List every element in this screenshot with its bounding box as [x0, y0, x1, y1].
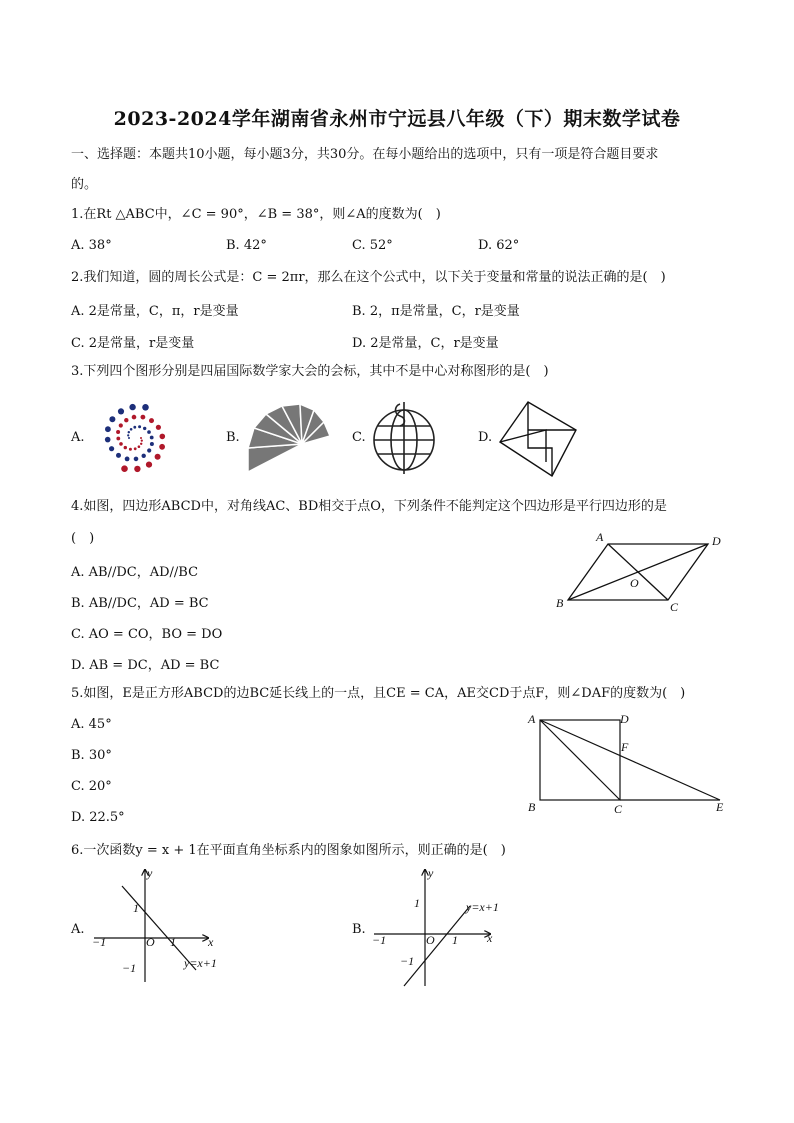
- spiral-dot: [109, 446, 114, 451]
- q2-option-a[interactable]: A. 2是常量，C，π，r是变量: [71, 304, 239, 319]
- q4-option-b[interactable]: B. AB//DC，AD = BC: [71, 596, 209, 611]
- q6b-label-one-y: 1: [414, 896, 420, 910]
- spiral-dot: [116, 453, 121, 458]
- spiral-dot: [147, 448, 151, 452]
- q5-square-figure: [530, 712, 730, 812]
- spiral-dot: [134, 457, 139, 462]
- spiral-dot: [146, 462, 152, 468]
- q5-label-f: F: [621, 740, 629, 754]
- q3-logo-a-dot-spiral: [95, 400, 175, 476]
- q6a-label-one-y: 1: [133, 901, 139, 915]
- spiral-dot: [124, 418, 128, 422]
- q4-label-d: D: [712, 534, 721, 548]
- q6b-label-neg-one-y: −1: [400, 954, 415, 968]
- q3-option-c[interactable]: C.: [352, 430, 366, 445]
- q6b-label-neg-one-x: −1: [372, 933, 387, 947]
- q2-option-b[interactable]: B. 2，π是常量，C，r是变量: [352, 304, 520, 319]
- q6-option-b[interactable]: B.: [352, 922, 366, 937]
- spiral-dot: [128, 431, 130, 433]
- q5-stem: 5.如图，E是正方形ABCD的边BC延长线上的一点，且CE = CA，AE交CD于点F，则∠DAF的度数为( ): [71, 686, 686, 701]
- q5-option-a[interactable]: A. 45°: [71, 717, 112, 732]
- q4-label-c: C: [670, 600, 679, 614]
- q3-stem: 3.下列四个图形分别是四届国际数学家大会的会标，其中不是中心对称图形的是( ): [71, 364, 549, 379]
- q1-option-d[interactable]: D. 62°: [478, 238, 520, 253]
- q3-option-d[interactable]: D.: [478, 430, 493, 445]
- spiral-dot: [140, 443, 142, 445]
- q6a-label-one-x: 1: [170, 935, 176, 949]
- q1-option-b[interactable]: B. 42°: [226, 238, 267, 253]
- q4-label-o: O: [630, 576, 639, 590]
- q6-graph-b: [370, 866, 510, 990]
- q4-label-a: A: [596, 530, 604, 544]
- spiral-dot: [141, 440, 143, 442]
- q6a-label-neg-one-x: −1: [92, 935, 107, 949]
- q4-option-a[interactable]: A. AB//DC，AD//BC: [71, 565, 199, 580]
- q6-option-a[interactable]: A.: [71, 922, 85, 937]
- spiral-dot: [142, 454, 146, 458]
- q5-label-a: A: [528, 712, 536, 726]
- q1-option-a[interactable]: A. 38°: [71, 238, 112, 253]
- q6b-label-line: y=x+1: [466, 900, 499, 914]
- spiral-dot: [134, 447, 137, 450]
- spiral-dot: [147, 430, 151, 434]
- spiral-dot: [134, 466, 140, 472]
- q3-option-a[interactable]: A.: [71, 430, 85, 445]
- q6a-label-origin: O: [146, 935, 155, 949]
- q1-stem: 1.在Rt △ABC中，∠C = 90°，∠B = 38°，则∠A的度数为( ): [71, 207, 441, 222]
- q6b-label-x: x: [487, 931, 493, 945]
- q5-option-c[interactable]: C. 20°: [71, 779, 112, 794]
- spiral-dot: [138, 425, 141, 428]
- q4-label-b: B: [556, 596, 564, 610]
- q3-logo-b-fan: [244, 404, 332, 474]
- spiral-dot: [130, 428, 133, 431]
- q4-option-c[interactable]: C. AO = CO，BO = DO: [71, 627, 223, 642]
- page-title: 2023-2024学年湖南省永州市宁远县八年级（下）期末数学试卷: [113, 108, 681, 130]
- spiral-dot: [118, 408, 124, 414]
- q5-label-d: D: [620, 712, 629, 726]
- q6b-label-origin: O: [426, 933, 435, 947]
- spiral-dot: [150, 436, 154, 440]
- spiral-dot: [143, 427, 146, 430]
- q4-option-d[interactable]: D. AB = DC，AD = BC: [71, 658, 220, 673]
- spiral-dot: [125, 457, 130, 462]
- q5-label-e: E: [716, 800, 724, 814]
- q3-logo-c-globe: [370, 400, 440, 476]
- spiral-dot: [156, 425, 161, 430]
- section-header-line2: 的。: [71, 177, 98, 192]
- q3-logo-d-squares: [498, 400, 580, 478]
- spiral-dot: [119, 442, 123, 446]
- spiral-dot: [124, 446, 127, 449]
- spiral-dot: [116, 437, 120, 441]
- q4-stem-paren: ( ): [71, 531, 95, 546]
- spiral-dot: [140, 437, 142, 439]
- q6a-label-line: y=x+1: [184, 956, 217, 970]
- spiral-dot: [133, 426, 136, 429]
- q2-option-d[interactable]: D. 2是常量，C，r是变量: [352, 336, 499, 351]
- spiral-dot: [105, 426, 111, 432]
- q6a-label-y: y: [147, 866, 153, 880]
- spiral-dot: [121, 465, 128, 472]
- q2-stem: 2.我们知道，圆的周长公式是：C = 2πr，那么在这个公式中，以下关于变量和常量的说法正确的是( ): [71, 270, 666, 285]
- section-header-line1: 一、选择题：本题共10小题，每小题3分，共30分。在每小题给出的选项中，只有一项是符合题目要求: [71, 147, 659, 162]
- spiral-dot: [159, 444, 165, 450]
- q2-option-c[interactable]: C. 2是常量，r是变量: [71, 336, 195, 351]
- q5-label-c: C: [614, 802, 623, 816]
- spiral-dot: [155, 454, 161, 460]
- spiral-dot: [127, 434, 129, 436]
- spiral-dot: [119, 423, 123, 427]
- spiral-dot: [129, 448, 132, 451]
- spiral-dot: [132, 415, 137, 420]
- q6a-label-x: x: [208, 935, 214, 949]
- spiral-dot: [160, 434, 166, 440]
- spiral-dot: [109, 416, 115, 422]
- q5-option-b[interactable]: B. 30°: [71, 748, 112, 763]
- spiral-dot: [105, 437, 111, 443]
- q5-label-b: B: [528, 800, 536, 814]
- q5-option-d[interactable]: D. 22.5°: [71, 810, 125, 825]
- q3-option-b[interactable]: B.: [226, 430, 240, 445]
- spiral-dot: [116, 430, 120, 434]
- spiral-dot: [129, 404, 135, 410]
- spiral-dot: [138, 445, 141, 448]
- spiral-dot: [142, 404, 149, 411]
- spiral-dot: [141, 415, 146, 420]
- spiral-dot: [149, 418, 154, 423]
- q6-stem: 6.一次函数y = x + 1在平面直角坐标系内的图象如图所示，则正确的是( ): [71, 843, 506, 858]
- q4-parallelogram-figure: [550, 528, 730, 620]
- spiral-dot: [150, 442, 154, 446]
- q6b-label-one-x: 1: [452, 933, 458, 947]
- spiral-dot: [128, 437, 130, 439]
- q1-option-c[interactable]: C. 52°: [352, 238, 393, 253]
- q6b-label-y: y: [428, 866, 434, 880]
- q4-stem: 4.如图，四边形ABCD中，对角线AC、BD相交于点O，下列条件不能判定这个四边形是平行四边形的是: [71, 499, 667, 514]
- q6a-label-neg-one-y: −1: [122, 961, 137, 975]
